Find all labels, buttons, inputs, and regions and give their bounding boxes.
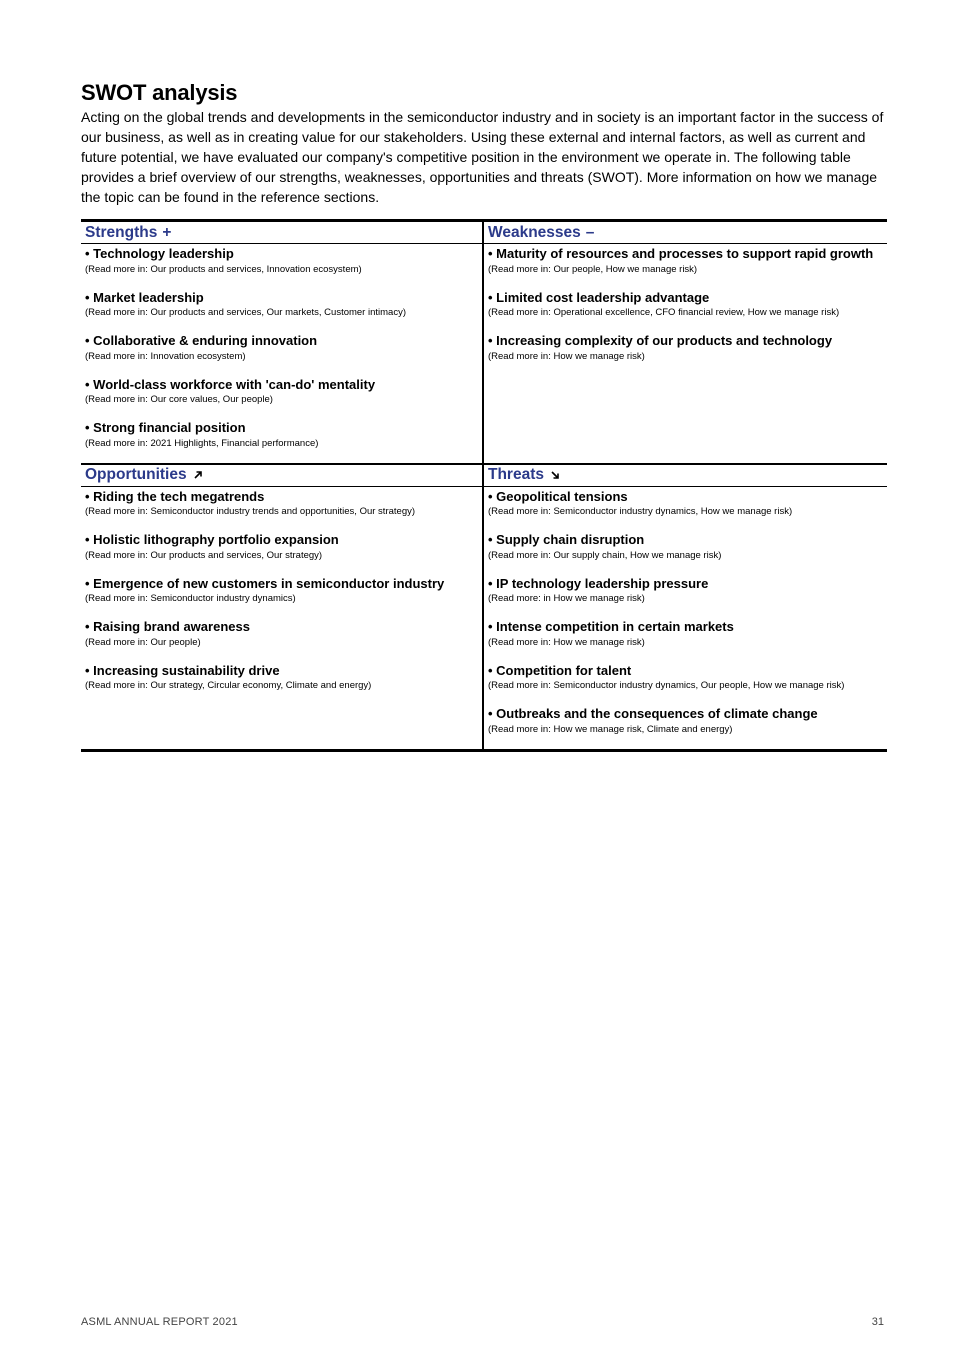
weaknesses-quadrant <box>484 222 887 463</box>
threats-label: Threats <box>488 466 544 483</box>
footer-page-number: 31 <box>871 1316 884 1328</box>
item-reference: (Read more: in How we manage risk) <box>488 593 645 604</box>
item-title: • Raising brand awareness <box>85 619 250 634</box>
list-item <box>488 289 883 320</box>
swot-row-external <box>81 463 887 749</box>
item-title: • Emergence of new customers in semiconductor industry <box>85 575 445 591</box>
list-item <box>488 245 883 276</box>
threats-list <box>484 487 887 749</box>
list-item <box>85 376 478 407</box>
strengths-label: Strengths <box>85 223 158 241</box>
intro-paragraph: Acting on the global trends and developments in the semiconductor industry and in society is an important factor in the success of our business, as well as in creating value for our stakeholders. Using these external and internal factors, as well as current and future potential, we have evaluated our company's competitive position in the environment we operate in. The following table provides a brief overview of our strengths, weaknesses, opportunities and threats (SWOT). More information on how we manage the topic can be found in the reference sections. <box>81 109 884 205</box>
arrow-up-right-icon <box>193 470 203 480</box>
threats-header <box>484 465 887 487</box>
item-title: • World-class workforce with 'can-do' mentality <box>85 376 376 392</box>
arrow-down-right-icon <box>550 470 560 480</box>
item-title: • Increasing complexity of our products and technology <box>488 333 833 348</box>
item-reference: (Read more in: Our strategy, Circular economy, Climate and energy) <box>85 680 372 691</box>
list-item <box>488 575 883 606</box>
opportunities-list <box>81 487 482 706</box>
list-item <box>85 289 478 320</box>
list-item <box>85 662 478 693</box>
weaknesses-header <box>484 222 887 244</box>
item-title: • Supply chain disruption <box>488 532 645 547</box>
footer-report-title: ASML ANNUAL REPORT 2021 <box>81 1316 238 1328</box>
item-title: • Outbreaks and the consequences of climate change <box>488 706 818 721</box>
item-reference: (Read more in: How we manage risk) <box>488 636 645 648</box>
item-title: • Competition for talent <box>488 662 632 678</box>
item-reference: (Read more in: Semiconductor industry dynamics, How we manage risk) <box>488 506 793 517</box>
list-item <box>85 245 478 276</box>
item-title: • Collaborative & enduring innovation <box>85 333 318 348</box>
item-reference: (Read more in: Our people) <box>85 636 201 648</box>
item-reference: (Read more in: Semiconductor industry dynamics) <box>85 593 296 604</box>
list-item <box>488 531 883 562</box>
item-title: • Limited cost leadership advantage <box>488 289 710 305</box>
page-title: SWOT analysis <box>81 80 238 105</box>
item-title: • Technology leadership <box>85 246 234 261</box>
item-reference: (Read more in: Our people, How we manage risk) <box>488 263 698 275</box>
item-title: • Geopolitical tensions <box>488 488 628 504</box>
item-reference: (Read more in: Our core values, Our people) <box>85 394 273 405</box>
item-reference: (Read more in: Innovation ecosystem) <box>85 350 246 362</box>
swot-row-internal <box>81 222 887 463</box>
opportunities-label: Opportunities <box>85 466 187 483</box>
list-item <box>85 618 478 649</box>
threats-quadrant <box>484 465 887 749</box>
list-item <box>85 332 478 363</box>
weaknesses-label: Weaknesses <box>488 223 581 241</box>
item-title: • Riding the tech megatrends <box>85 488 265 504</box>
strengths-quadrant <box>81 222 484 463</box>
list-item <box>85 575 478 606</box>
weaknesses-list <box>484 244 887 376</box>
item-reference: (Read more in: Our products and services, Our strategy) <box>85 549 323 561</box>
item-title: • IP technology leadership pressure <box>488 575 709 591</box>
item-title: • Increasing sustainability drive <box>85 662 280 678</box>
list-item <box>85 419 478 450</box>
swot-table <box>81 219 887 752</box>
list-item <box>85 531 478 562</box>
list-item <box>488 332 883 363</box>
list-item <box>85 488 478 519</box>
item-reference: (Read more in: How we manage risk) <box>488 350 645 362</box>
item-title: • Intense competition in certain markets <box>488 619 734 634</box>
item-reference: (Read more in: Our products and services, Our markets, Customer intimacy) <box>85 307 406 318</box>
list-item <box>488 488 883 519</box>
item-reference: (Read more in: Our products and services, Innovation ecosystem) <box>85 263 362 275</box>
strengths-list <box>81 244 482 463</box>
item-title: • Strong financial position <box>85 420 246 435</box>
list-item <box>488 618 883 649</box>
item-reference: (Read more in: Operational excellence, CFO financial review, How we manage risk) <box>488 307 840 318</box>
item-title: • Market leadership <box>85 289 204 305</box>
item-reference: (Read more in: 2021 Highlights, Financial performance) <box>85 437 319 449</box>
item-reference: (Read more in: How we manage risk, Climate and energy) <box>488 723 733 735</box>
item-title: • Holistic lithography portfolio expansion <box>85 532 339 547</box>
strengths-header <box>81 222 482 244</box>
item-reference: (Read more in: Semiconductor industry trends and opportunities, Our strategy) <box>85 506 416 517</box>
item-title: • Maturity of resources and processes to support rapid growth <box>488 246 874 261</box>
minus-symbol: – <box>585 223 595 241</box>
list-item <box>488 705 883 736</box>
list-item <box>488 662 883 693</box>
item-reference: (Read more in: Our supply chain, How we manage risk) <box>488 549 722 561</box>
opportunities-quadrant <box>81 465 484 749</box>
plus-symbol: + <box>162 223 172 241</box>
item-reference: (Read more in: Semiconductor industry dynamics, Our people, How we manage risk) <box>488 680 845 691</box>
opportunities-header <box>81 465 482 487</box>
